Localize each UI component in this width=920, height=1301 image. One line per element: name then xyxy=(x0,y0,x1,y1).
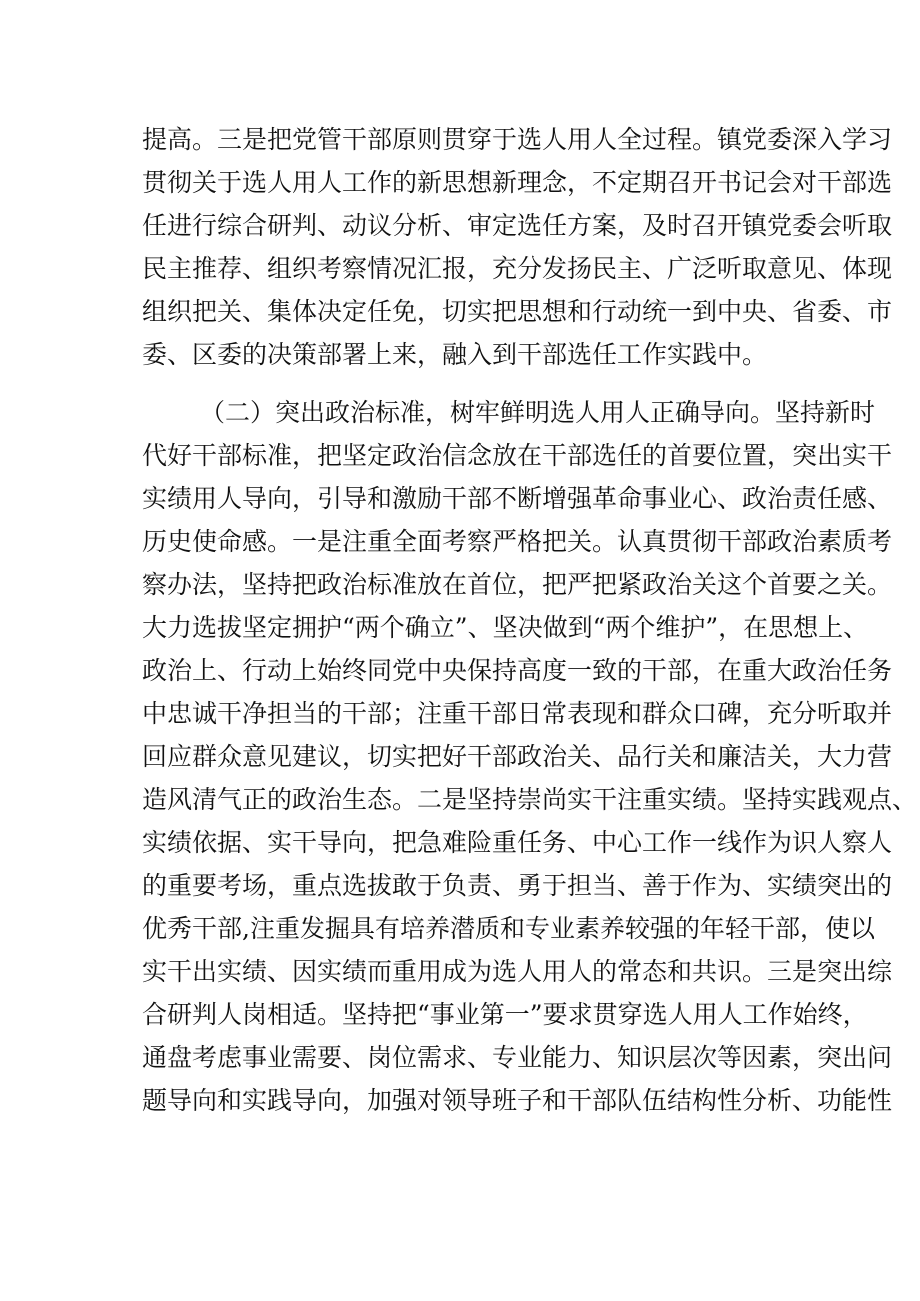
text-line: 历史使命感。一是注重全面考察严格把关。认真贯彻干部政治素质考 xyxy=(142,527,893,556)
text-line: 组织把关、集体决定任免，切实把思想和行动统一到中央、省委、市 xyxy=(142,297,893,326)
text-line: 代好干部标准，把坚定政治信念放在干部选任的首要位置，突出实干 xyxy=(142,441,893,470)
text-line: 政治上、行动上始终同党中央保持高度一致的干部，在重大政治任务 xyxy=(142,656,893,685)
text-line: 提高。三是把党管干部原则贯穿于选人用人全过程。镇党委深入学习 xyxy=(142,125,893,154)
text-line: 合研判人岗相适。坚持把“事业第一”要求贯穿选人用人工作始终， xyxy=(142,1000,868,1029)
text-line: 的重要考场，重点选拔敢于负责、勇于担当、善于作为、实绩突出的 xyxy=(142,871,893,900)
text-line: 回应群众意见建议，切实把好干部政治关、品行关和廉洁关，大力营 xyxy=(142,742,893,771)
text-line: 实干出实绩、因实绩而重用成为选人用人的常态和共识。三是突出综 xyxy=(142,957,893,986)
text-line: 中忠诚干净担当的干部；注重干部日常表现和群众口碑，充分听取并 xyxy=(142,699,893,728)
text-line: 实绩用人导向，引导和激励干部不断增强革命事业心、政治责任感、 xyxy=(142,484,893,513)
text-line: 委、区委的决策部署上来，融入到干部选任工作实践中。 xyxy=(142,340,768,369)
text-line: 任进行综合研判、动议分析、审定选任方案，及时召开镇党委会听取 xyxy=(142,211,893,240)
text-line: 贯彻关于选人用人工作的新思想新理念，不定期召开书记会对干部选 xyxy=(142,168,893,197)
text-line: 实绩依据、实干导向，把急难险重任务、中心工作一线作为识人察人 xyxy=(142,828,893,857)
text-line: 大力选拔坚定拥护“两个确立”、坚决做到“两个维护”，在思想上、 xyxy=(142,613,869,642)
text-line: 优秀干部,注重发掘具有培养潜质和专业素养较强的年轻干部，使以 xyxy=(142,914,875,943)
text-line: 题导向和实践导向，加强对领导班子和干部队伍结构性分析、功能性 xyxy=(142,1086,893,1115)
text-line: 民主推荐、组织考察情况汇报，充分发扬民主、广泛听取意见、体现 xyxy=(142,254,893,283)
section-heading-line: （二）突出政治标准，树牢鲜明选人用人正确导向。坚持新时 xyxy=(200,398,876,427)
text-line: 造风清气正的政治生态。二是坚持崇尚实干注重实绩。坚持实践观点、 xyxy=(142,785,918,814)
text-line: 察办法，坚持把政治标准放在首位，把严把紧政治关这个首要之关。 xyxy=(142,570,893,599)
text-line: 通盘考虑事业需要、岗位需求、专业能力、知识层次等因素，突出问 xyxy=(142,1043,893,1072)
